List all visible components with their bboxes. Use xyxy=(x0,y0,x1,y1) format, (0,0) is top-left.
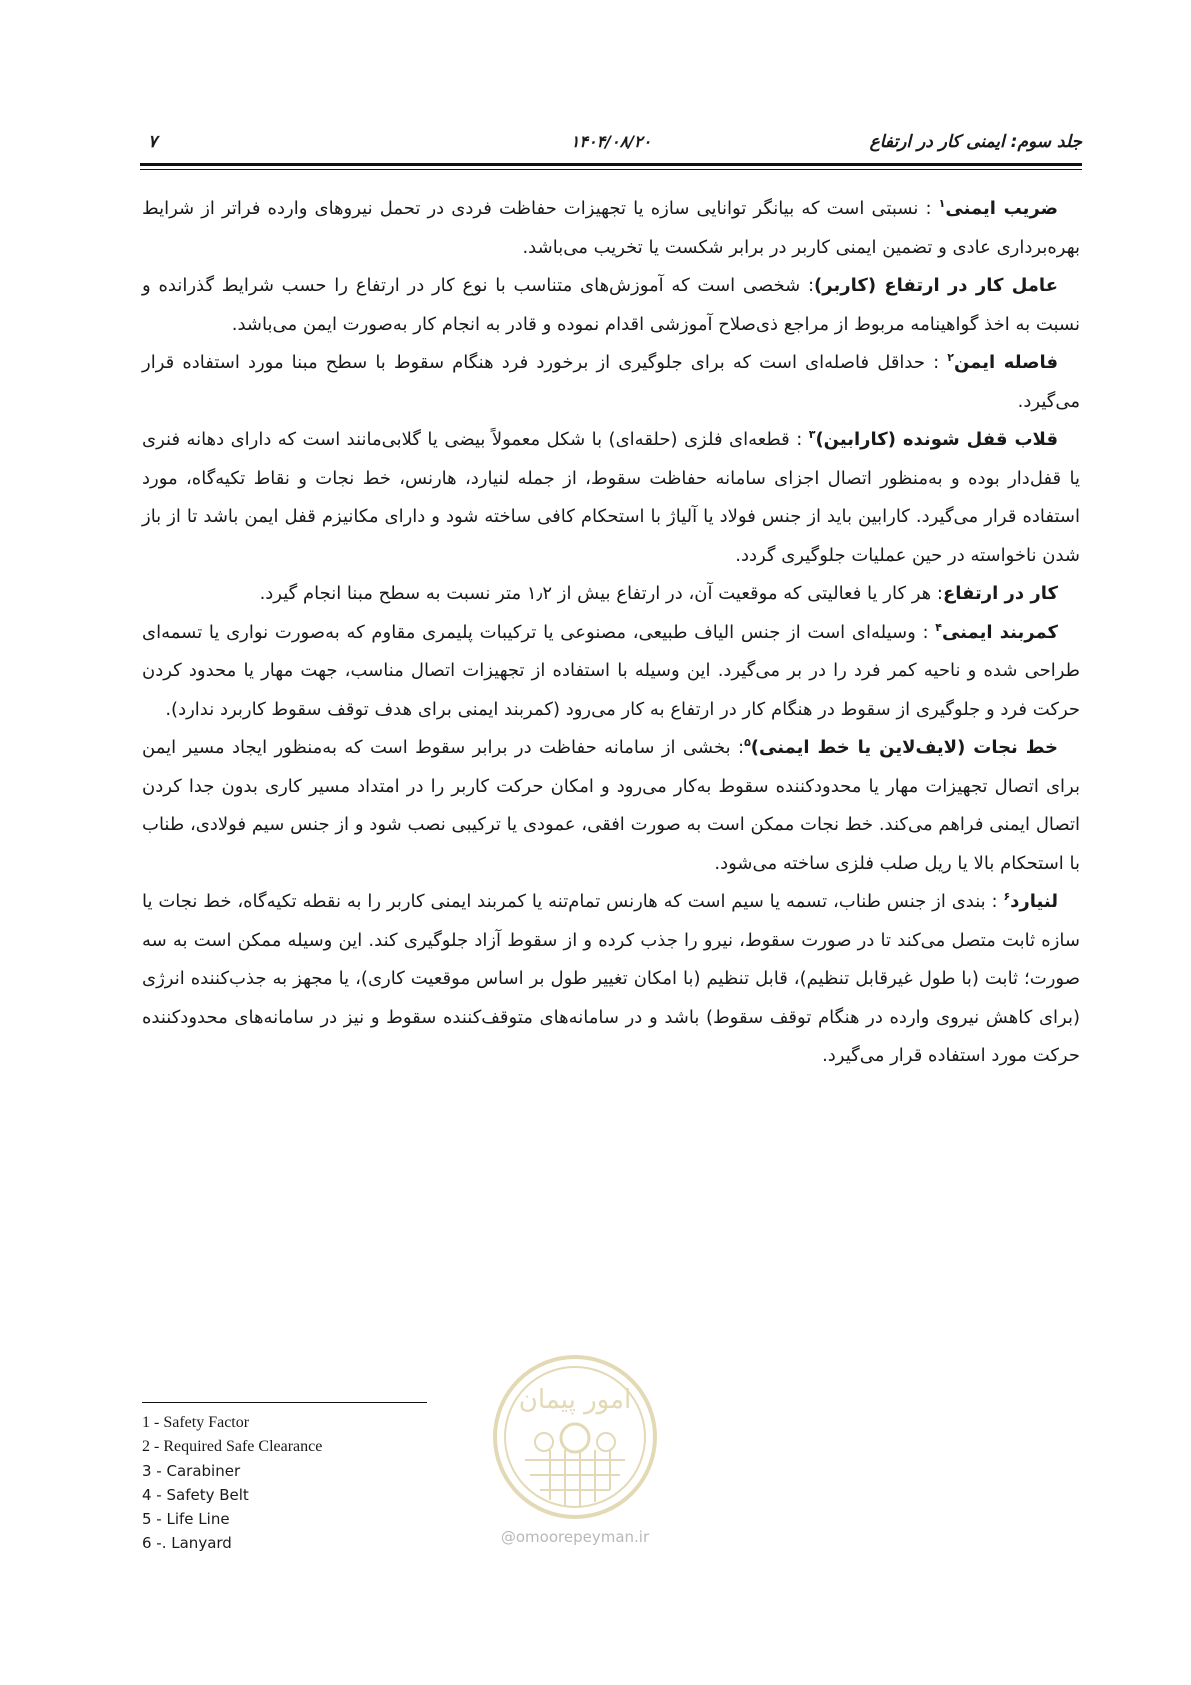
definition-separator: : xyxy=(985,891,1004,912)
definition-separator: : xyxy=(915,621,936,643)
footnote-ref[interactable]: ۶ xyxy=(1003,890,1011,903)
footnotes-list xyxy=(142,1411,322,1555)
footnote-ref[interactable]: ۲ xyxy=(947,351,954,364)
definitions-body xyxy=(142,190,1080,1076)
definition-term: خط نجات (لایف‌لاین یا خط ایمنی) xyxy=(750,737,1058,758)
volume-title: جلد سوم: ایمنی کار در ارتفاع xyxy=(869,132,1082,152)
definition-paragraph xyxy=(142,190,1080,267)
definition-text: هر کار یا فعالیتی که موقعیت آن، در ارتفاع بیش از ۱٫۲ متر نسبت به سطح مبنا انجام گیرد. xyxy=(259,583,932,604)
definition-term: کمربند ایمنی xyxy=(941,621,1058,643)
definition-paragraph xyxy=(142,344,1080,421)
watermark-logo-icon xyxy=(488,1350,662,1524)
definition-text: نسبتی است که بیانگر توانایی سازه یا تجهیزات حفاظت فردی در تحمل نیروهای وارده فراتر از شرایط بهره‌برداری عادی و تضمین ایمنی کاربر در برابر شکست یا تخریب می‌باشد. xyxy=(142,198,1080,258)
definition-text: بندی از جنس طناب، تسمه یا سیم است که هارنس تمام‌تنه یا کمربند ایمنی کاربر را به نقطه تکیه‌گاه، خط نجات یا سازه ثابت متصل می‌کند تا در صورت سقوط، نیرو را جذب کرده و از سقوط آزاد جلوگیری کند. این وسیله ممکن است به سه صورت؛ ثابت (با طول غیرقابل تنظیم)، قابل تنظیم (با امکان تغییر طول بر اساس موقعیت کاری)، یا مجهز به جذب‌کننده انرژی (برای کاهش نیروی وارده در هنگام توقف سقوط) باشد و در سامانه‌های متوقف‌کننده سقوط و نیز در سامانه‌های محدودکننده حرکت مورد استفاده قرار می‌گیرد. xyxy=(142,891,1080,1066)
definition-paragraph xyxy=(142,267,1080,344)
definition-paragraph xyxy=(142,421,1080,575)
definition-term: لنیارد xyxy=(1010,891,1058,912)
definition-separator: : xyxy=(800,275,815,296)
definition-separator: : xyxy=(789,429,809,450)
footnote-item: 1 - Safety Factor xyxy=(142,1414,250,1431)
definition-text: حداقل فاصله‌ای است که برای جلوگیری از برخورد فرد هنگام سقوط با سطح مبنا مورد استفاده قرار می‌گیرد. xyxy=(142,352,1080,412)
definition-separator: : xyxy=(931,583,943,604)
watermark-site: @omoorepeyman.ir xyxy=(500,1528,650,1546)
watermark xyxy=(488,1350,662,1560)
watermark-logo-text: امور پیمان xyxy=(518,1385,632,1415)
footnote-item: 2 - Required Safe Clearance xyxy=(142,1438,323,1455)
footnote-ref[interactable]: ۱ xyxy=(938,197,946,210)
page-number: ۷ xyxy=(148,132,158,152)
header-date: ۱۴۰۴/۰۸/۲۰ xyxy=(570,132,652,151)
definition-text: وسیله‌ای است از جنس الیاف طبیعی، مصنوعی یا ترکیبات پلیمری مقاوم که به‌صورت نواری یا تسمه‌ای طراحی شده و ناحیه کمر فرد را در بر می‌گیرد. این وسیله با استفاده از تجهیزات اتصال مناسب، جهت مهار یا محدود کردن حرکت فرد و جلوگیری از سقوط در هنگام کار در ارتفاع به کار می‌رود (کمربند ایمنی برای هدف توقف سقوط کاربرد ندارد). xyxy=(142,621,1080,720)
definition-term: عامل کار در ارتفاع (کاربر) xyxy=(814,275,1058,296)
definition-text: قطعه‌ای فلزی (حلقه‌ای) با شکل معمولاً بیضی یا گلابی‌مانند است که دارای دهانه فنری یا قفل‌دار بوده و به‌منظور اتصال اجزای سامانه حفاظت سقوط، از جمله لنیارد، هارنس، خط نجات و نقاط تکیه‌گاه، مورد استفاده قرار می‌گیرد. کارابین باید از جنس فولاد یا آلیاژ با استحکام کافی ساخته شود و دارای مکانیزم قفل ایمن باشد تا از باز شدن ناخواسته در حین عملیات جلوگیری گردد. xyxy=(142,429,1080,566)
definition-paragraph xyxy=(142,614,1080,730)
definition-term: قلاب قفل شونده (کارابین) xyxy=(815,429,1058,450)
definition-term: کار در ارتفاع xyxy=(942,583,1058,604)
definition-separator: : xyxy=(925,352,948,373)
definition-paragraph xyxy=(142,575,1080,614)
definition-separator: : xyxy=(918,198,939,219)
footnote-item: 5 - Life Line xyxy=(142,1510,230,1528)
definition-paragraph xyxy=(142,883,1080,1076)
definition-term: فاصله ایمن xyxy=(953,352,1059,373)
footnote-divider xyxy=(142,1402,427,1403)
definition-text: شخصی است که آموزش‌های متناسب با نوع کار در ارتفاع را حسب شرایط گذرانده و نسبت به اخذ گواهینامه مربوط از مراجع ذی‌صلاح آموزشی اقدام نموده و قادر به انجام کار به‌صورت ایمن می‌باشد. xyxy=(142,275,1080,335)
footnote-item: 6 -. Lanyard xyxy=(142,1534,232,1552)
page-header xyxy=(140,126,1082,162)
footnote-ref[interactable]: ۳ xyxy=(808,428,816,441)
footnote-ref[interactable]: ۵ xyxy=(744,736,751,749)
definition-paragraph xyxy=(142,729,1080,883)
header-rule-thick xyxy=(140,163,1082,166)
footnote-item: 4 - Safety Belt xyxy=(142,1486,249,1504)
definition-text: بخشی از سامانه حفاظت در برابر سقوط است که به‌منظور ایجاد مسیر ایمن برای اتصال تجهیزات مهار یا محدودکننده سقوط به‌کار می‌رود و امکان حرکت کاربر را در امتداد مسیر کاری بدون جدا کردن اتصال ایمنی فراهم می‌کند. خط نجات ممکن است به صورت افقی، عمودی یا ترکیبی نصب شود و از جنس سیم فولادی، طناب با استحکام بالا یا ریل صلب فلزی ساخته می‌شود. xyxy=(142,737,1080,874)
header-rule-thin xyxy=(140,169,1082,170)
definition-term: ضریب ایمنی xyxy=(945,198,1058,219)
definition-separator: : xyxy=(730,737,745,758)
footnote-ref[interactable]: ۴ xyxy=(935,620,942,634)
footnote-item: 3 - Carabiner xyxy=(142,1462,241,1480)
